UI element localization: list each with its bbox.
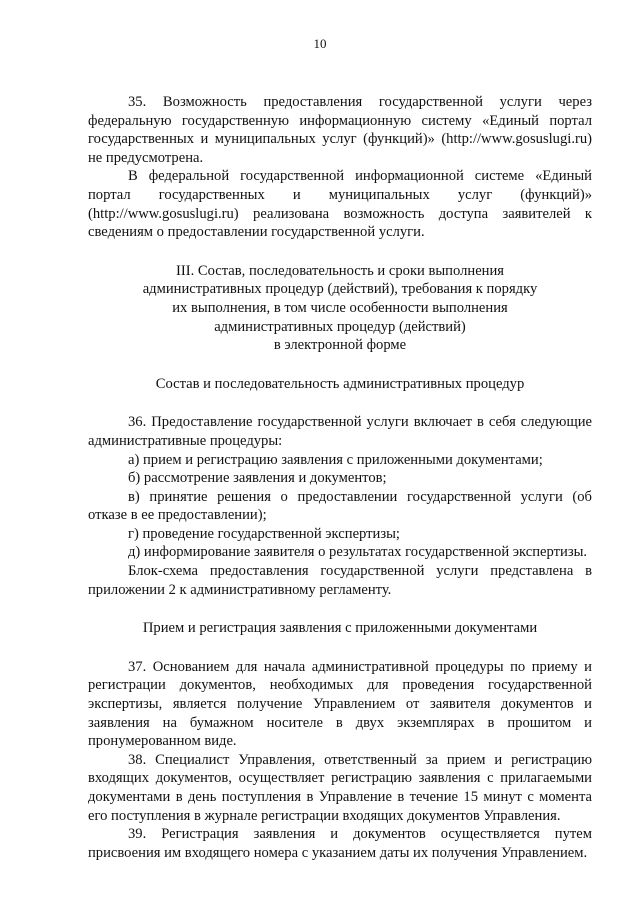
list-item: в) принятие решения о предоставлении государственной услуги (об отказе в ее предоставлении); — [88, 488, 592, 524]
list-item: б) рассмотрение заявления и документов; — [128, 470, 387, 487]
list-item: г) проведение государственной экспертизы; — [128, 525, 400, 542]
section-heading-line: административных процедур (действий), требования к порядку — [142, 281, 538, 298]
paragraph-36: 36. Предоставление государственной услуги включает в себя следующие административные процедуры: — [88, 414, 592, 449]
list-item: а) прием и регистрацию заявления с приложенными документами; — [128, 451, 543, 468]
paragraph-block-scheme: Блок-схема предоставления государственной услуги представлена в приложении 2 к административному регламенту. — [88, 563, 592, 598]
paragraph-37: 37. Основанием для начала административной процедуры по приему и регистрации документов, необходимых для проведения государственной экспертизы, является получение Управлением от заявителя документов и заявления на бумажном носителе в двух экземплярах в прошитом и пронумерованном виде. — [88, 658, 592, 750]
subheading-reception: Прием и регистрация заявления с приложенными документами — [142, 620, 538, 637]
paragraph-38: 38. Специалист Управления, ответственный за прием и регистрацию входящих документов, осуществляет регистрацию заявления с прилагаемыми документами в день поступления в Управление в течение 15 минут с момента его поступления в журнале регистрации входящих документов Управления. — [88, 751, 592, 824]
subheading-procedures: Состав и последовательность административных процедур — [155, 375, 525, 392]
section-heading-line: их выполнения, в том числе особенности выполнения — [172, 299, 508, 316]
list-item: д) информирование заявителя о результатах государственной экспертизы. — [128, 544, 588, 561]
section-heading-3 — [88, 262, 592, 355]
section-heading-line: III. Состав, последовательность и сроки выполнения — [175, 262, 505, 279]
paragraph-39: 39. Регистрация заявления и документов осуществляется путем присвоения им входящего номера с указанием даты их получения Управлением. — [88, 826, 592, 861]
page-content — [88, 93, 592, 862]
paragraph-35-portal: В федеральной государственной информационной системе «Единый портал государственных и муниципальных услуг (функций)» (http://www.gosuslugi.ru) реализована возможность доступа заявителей к сведениям о предоставлении государственной услуги. — [88, 168, 592, 241]
section-heading-line: административных процедур (действий) — [214, 318, 466, 335]
section-heading-line: в электронной форме — [273, 337, 407, 354]
paragraph-35: 35. Возможность предоставления государственной услуги через федеральную государственную информационную систему «Единый портал государственных и муниципальных услуг (функций)» (http://www.gosuslugi.ru) не предусмотрена. — [88, 94, 592, 166]
page-number: 10 — [313, 36, 327, 51]
